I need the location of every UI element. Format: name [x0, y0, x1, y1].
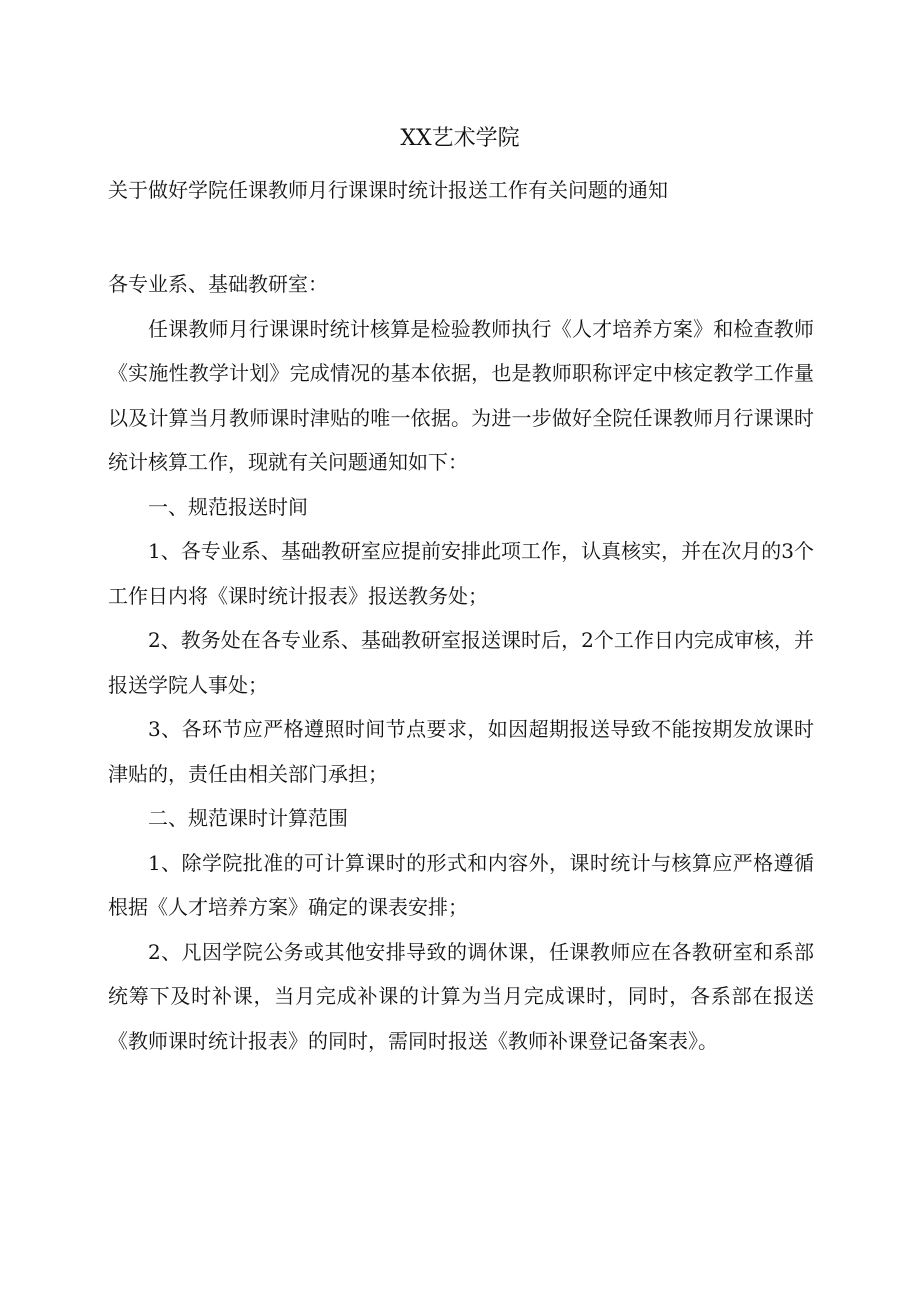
paragraph-1-1: 1、各专业系、基础教研室应提前安排此项工作，认真核实，并在次月的3个工作日内将《课时统计报表》报送教务处；: [108, 539, 814, 608]
document-body: [108, 262, 814, 1063]
section-heading-1: 一、规范报送时间: [148, 494, 308, 519]
paragraph-intro: 任课教师月行课课时统计核算是检验教师执行《人才培养方案》和检查教师《实施性教学计划》完成情况的基本依据，也是教师职称评定中核定教学工作量以及计算当月教师课时津贴的唯一依据。为进一步做好全院任课教师月行课课时统计核算工作，现就有关问题通知如下：: [108, 316, 814, 474]
paragraph-1-2: 2、教务处在各专业系、基础教研室报送课时后，2个工作日内完成审核，并报送学院人事处；: [108, 628, 814, 697]
paragraph-2-1: 1、除学院批准的可计算课时的形式和内容外，课时统计与核算应严格遵循根据《人才培养方案》确定的课表安排；: [108, 850, 814, 919]
document-subtitle: 关于做好学院任课教师月行课课时统计报送工作有关问题的通知: [108, 178, 668, 202]
document-title: XX艺术学院: [400, 126, 520, 151]
section-heading-2: 二、规范课时计算范围: [148, 806, 348, 830]
paragraph-2-2: 2、凡因学院公务或其他安排导致的调休课，任课教师应在各教研室和系部统筹下及时补课，当月完成补课的计算为当月完成课时，同时，各系部在报送《教师课时统计报表》的同时，需同时报送《教师补课登记备案表》。: [108, 939, 814, 1053]
salutation: 各专业系、基础教研室：: [108, 272, 328, 296]
paragraph-1-3: 3、各环节应严格遵照时间节点要求，如因超期报送导致不能按期发放课时津贴的，责任由相关部门承担；: [108, 717, 814, 786]
